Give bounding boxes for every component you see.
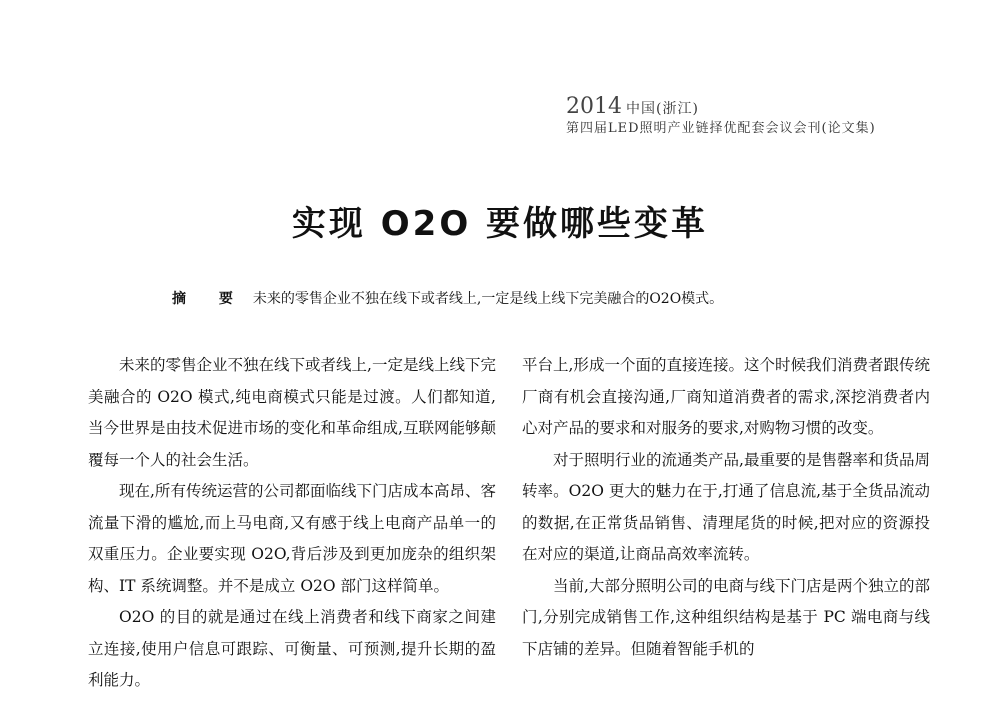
- right-column: [522, 350, 930, 665]
- paragraph: O2O 的目的就是通过在线上消费者和线下商家之间建立连接,使用户信息可跟踪、可衡量、可预测,提升长期的盈利能力。: [88, 608, 496, 689]
- header-year: 2014: [566, 94, 622, 119]
- left-column: [88, 350, 496, 697]
- abstract-label: 摘 要: [172, 291, 247, 307]
- abstract: [172, 288, 872, 308]
- running-header: [566, 96, 966, 138]
- paragraph: 对于照明行业的流通类产品,最重要的是售罄率和货品周转率。O2O 更大的魅力在于,打通了信息流,基于全货品流动的数据,在正常货品销售、清理尾货的时候,把对应的资源投在对应的渠道,让商品高效率流转。: [522, 450, 930, 563]
- paragraph: 当前,大部分照明公司的电商与线下门店是两个独立的部门,分别完成销售工作,这种组织结构是基于 PC 端电商与线下店铺的差异。但随着智能手机的: [522, 576, 930, 658]
- header-region: 中国(浙江): [626, 101, 699, 117]
- paragraph: 未来的零售企业不独在线下或者线上,一定是线上线下完美融合的 O2O 模式,纯电商模式只能是过渡。人们都知道,当今世界是由技术促进市场的变化和革命组成,互联网能够颠覆每一个人的社会生活。: [88, 356, 496, 469]
- header-conference: 第四届LED照明产业链择优配套会议会刊(论文集): [566, 121, 876, 136]
- paragraph: 现在,所有传统运营的公司都面临线下门店成本高昂、客流量下滑的尴尬,而上马电商,又有感于线上电商产品单一的双重压力。企业要实现 O2O,背后涉及到更加庞杂的组织架构、IT 系统调整。并不是成立 O2O 部门这样简单。: [88, 482, 496, 595]
- paragraph: 平台上,形成一个面的直接连接。这个时候我们消费者跟传统厂商有机会直接沟通,厂商知道消费者的需求,深挖消费者内心对产品的要求和对服务的要求,对购物习惯的改变。: [522, 356, 930, 437]
- abstract-text: 未来的零售企业不独在线下或者线上,一定是线上线下完美融合的O2O模式。: [252, 291, 724, 307]
- article-title: 实现 O2O 要做哪些变革: [291, 204, 709, 244]
